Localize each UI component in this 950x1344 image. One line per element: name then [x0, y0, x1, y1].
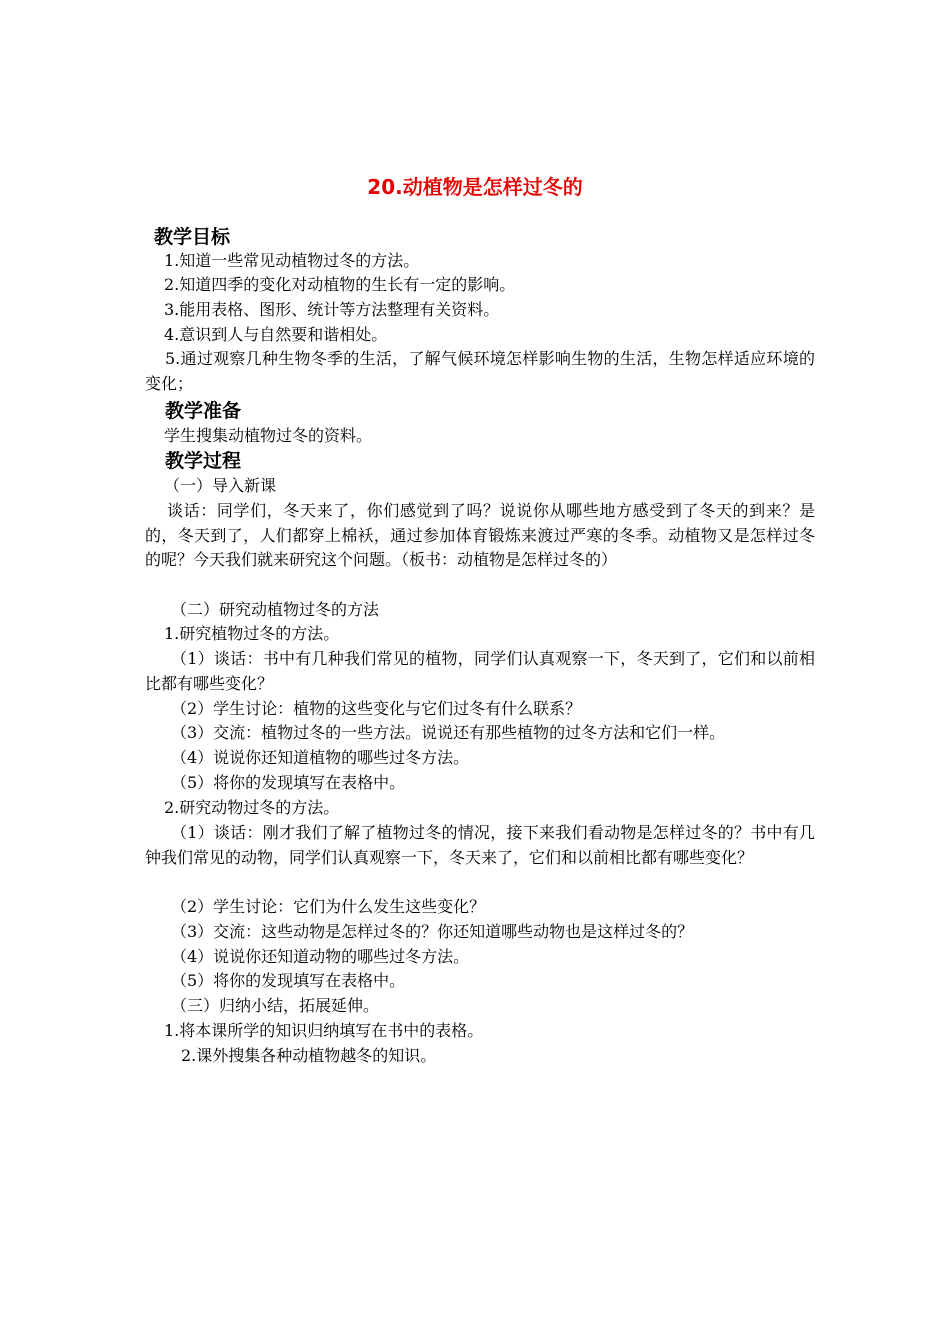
process-heading: 教学过程 — [165, 450, 242, 472]
section-heading: （一）导入新课 — [164, 476, 277, 495]
subsection-heading: 1.研究植物过冬的方法。 — [164, 624, 340, 643]
subsection-heading: 2.研究动物过冬的方法。 — [164, 798, 340, 817]
plant-step: （4）说说你还知道植物的哪些过冬方法。 — [171, 748, 470, 767]
goal-item: 3.能用表格、图形、统计等方法整理有关资料。 — [164, 300, 500, 319]
plant-step: （3）交流：植物过冬的一些方法。说说还有那些植物的过冬方法和它们一样。 — [171, 723, 726, 742]
section-heading: （二）研究动植物过冬的方法 — [171, 600, 380, 619]
section-heading: （三）归纳小结，拓展延伸。 — [171, 996, 380, 1015]
animal-step: （5）将你的发现填写在表格中。 — [171, 971, 406, 990]
goals-heading: 教学目标 — [154, 226, 231, 248]
prep-heading: 教学准备 — [165, 400, 242, 422]
goal-item: 4.意识到人与自然要和谐相处。 — [164, 325, 388, 344]
plant-step: （1）谈话：书中有几种我们常见的植物，同学们认真观察一下，冬天到了，它们和以前相比都有哪些变化？ — [145, 649, 815, 693]
summary-item: 2.课外搜集各种动植物越冬的知识。 — [181, 1046, 437, 1065]
animal-step: （3）交流：这些动物是怎样过冬的？你还知道哪些动物也是这样过冬的？ — [171, 922, 694, 941]
goal-item: 2.知道四季的变化对动植物的生长有一定的影响。 — [164, 275, 516, 294]
document-title: 20.动植物是怎样过冬的 — [367, 175, 583, 199]
animal-step: （2）学生讨论：它们为什么发生这些变化？ — [171, 897, 486, 916]
summary-item: 1.将本课所学的知识归纳填写在书中的表格。 — [164, 1021, 484, 1040]
intro-paragraph: 谈话：同学们，冬天来了，你们感觉到了吗？说说你从哪些地方感受到了冬天的到来？是的，冬天到了，人们都穿上棉袄，通过参加体育锻炼来渡过严寒的冬季。动植物又是怎样过冬的呢？今天我们就来研究这个问题。（板书：动植物是怎样过冬的） — [145, 501, 815, 570]
plant-step: （2）学生讨论：植物的这些变化与它们过冬有什么联系？ — [171, 699, 582, 718]
animal-step: （4）说说你还知道动物的哪些过冬方法。 — [171, 947, 470, 966]
goal-item: 5.通过观察几种生物冬季的生活，了解气候环境怎样影响生物的生活，生物怎样适应环境的变化； — [145, 349, 815, 393]
plant-step: （5）将你的发现填写在表格中。 — [171, 773, 406, 792]
goal-item: 1.知道一些常见动植物过冬的方法。 — [164, 251, 420, 270]
animal-step: （1）谈话：刚才我们了解了植物过冬的情况，接下来我们看动物是怎样过冬的？书中有几钟我们常见的动物，同学们认真观察一下，冬天来了，它们和以前相比都有哪些变化？ — [145, 823, 815, 867]
prep-text: 学生搜集动植物过冬的资料。 — [164, 426, 373, 445]
